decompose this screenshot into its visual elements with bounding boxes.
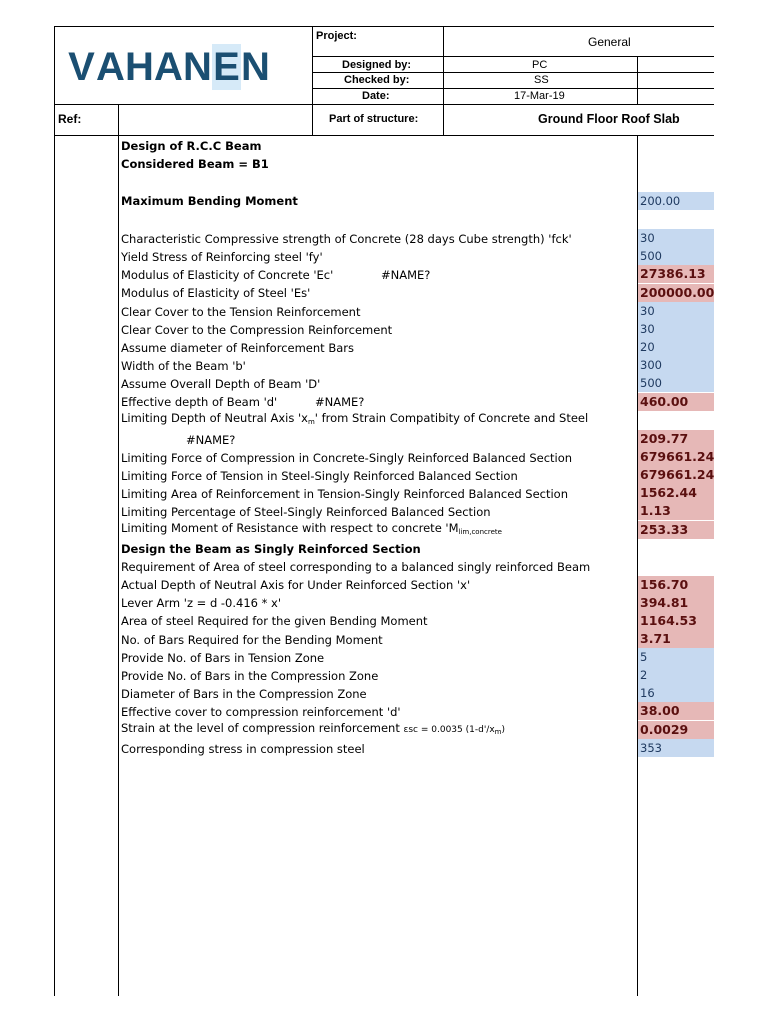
limit-percentage-label: Limiting Percentage of Steel-Singly Reinforced Balanced Section	[121, 505, 491, 519]
project-label: Project:	[316, 30, 357, 42]
overall-depth-label: Assume Overall Depth of Beam 'D'	[121, 377, 321, 391]
fck-value[interactable]: 30	[638, 229, 714, 247]
bar-diameter-label: Assume diameter of Reinforcement Bars	[121, 341, 354, 355]
compression-diameter-value[interactable]: 16	[638, 684, 714, 702]
ec-error: #NAME?	[381, 268, 431, 282]
part-of-structure-label: Part of structure:	[329, 113, 419, 125]
header-row-line-4	[54, 104, 714, 105]
logo-letter: A	[96, 45, 125, 89]
es-label: Modulus of Elasticity of Steel 'Es'	[121, 286, 311, 300]
lever-arm-label: Lever Arm 'z = d -0.416 * x'	[121, 596, 281, 610]
strain-label-text: Strain at the level of compression reinforcement	[121, 721, 400, 735]
limit-tension-label: Limiting Force of Tension in Steel-Singly Reinforced Balanced Section	[121, 469, 518, 483]
compression-diameter-label: Diameter of Bars in the Compression Zone	[121, 687, 367, 701]
strain-eq-b: )	[501, 725, 505, 735]
header-bottom-border	[54, 135, 714, 136]
xm-value: 209.77	[638, 430, 714, 448]
checked-by-value: SS	[534, 74, 549, 86]
xm-label	[121, 410, 588, 430]
ec-value: 27386.13	[638, 265, 714, 283]
steel-area-label: Area of steel Required for the given Bending Moment	[121, 614, 428, 628]
tension-bars-value[interactable]: 5	[638, 648, 714, 666]
compression-cover-value[interactable]: 30	[638, 320, 714, 338]
fck-label: Characteristic Compressive strength of Concrete (28 days Cube strength) 'fck'	[121, 232, 572, 246]
stress-value[interactable]: 353	[638, 739, 714, 757]
ec-label: Modulus of Elasticity of Concrete 'Ec'	[121, 268, 334, 282]
designed-by-label: Designed by:	[342, 59, 412, 71]
designed-by-value: PC	[532, 59, 548, 71]
left-border	[54, 26, 55, 996]
logo-letter: N	[241, 45, 270, 89]
mlim-value: 253.33	[638, 521, 714, 539]
header-row-line-3	[312, 88, 714, 89]
fy-value[interactable]: 500	[638, 247, 714, 265]
strain-eq-a: εsc = 0.0035 (1-d'/x	[403, 725, 495, 735]
limit-percentage-value: 1.13	[638, 502, 714, 520]
company-logo	[67, 42, 270, 92]
xm-label-a: Limiting Depth of Neutral Axis 'x	[121, 411, 308, 425]
limit-area-label: Limiting Area of Reinforcement in Tension-Singly Reinforced Balanced Section	[121, 487, 568, 501]
fy-label: Yield Stress of Reinforcing steel 'fy'	[121, 250, 323, 264]
limit-area-value: 1562.44	[638, 484, 714, 502]
strain-label	[121, 720, 505, 740]
logo-letter: H	[125, 45, 154, 89]
checked-by-label: Checked by:	[344, 74, 410, 86]
tension-bars-label: Provide No. of Bars in Tension Zone	[121, 651, 325, 665]
compression-bars-value[interactable]: 2	[638, 666, 714, 684]
ref-column-border	[118, 104, 119, 996]
header-top-border	[54, 26, 714, 27]
mlim-label	[121, 520, 502, 540]
tension-cover-label: Clear Cover to the Tension Reinforcement	[121, 305, 361, 319]
mlim-label-main: Limiting Moment of Resistance with respect to concrete 'M	[121, 521, 459, 535]
effective-depth-error: #NAME?	[315, 395, 365, 409]
date-value: 17-Mar-19	[514, 90, 565, 102]
es-value: 200000.00	[640, 285, 715, 300]
logo-letter: A	[154, 45, 183, 89]
strain-value: 0.0029	[638, 721, 714, 739]
mlim-sub: lim,concrete	[458, 528, 502, 536]
limit-compression-label: Limiting Force of Compression in Concrete-Singly Reinforced Balanced Section	[121, 451, 573, 465]
singly-section-title: Design the Beam as Singly Reinforced Section	[121, 542, 421, 556]
tension-cover-value[interactable]: 30	[638, 302, 714, 320]
project-value: General	[588, 35, 631, 49]
max-bending-moment-label: Maximum Bending Moment	[121, 194, 298, 208]
considered-beam: Considered Beam = B1	[121, 157, 269, 171]
part-of-structure-value: Ground Floor Roof Slab	[538, 112, 680, 126]
neutral-axis-value: 156.70	[638, 576, 714, 594]
effective-cover-label: Effective cover to compression reinforcement 'd'	[121, 705, 401, 719]
header-row-line-2	[312, 72, 714, 73]
overall-depth-value[interactable]: 500	[638, 374, 714, 392]
strain-eq-sub: m	[494, 728, 502, 736]
ref-label: Ref:	[58, 112, 82, 126]
compression-bars-label: Provide No. of Bars in the Compression Zone	[121, 669, 379, 683]
header-row-line-1	[312, 56, 714, 57]
header-divider-labels	[443, 26, 444, 136]
effective-depth-value: 460.00	[638, 393, 714, 411]
bars-required-value: 3.71	[638, 630, 714, 648]
strain-equation	[404, 725, 506, 735]
stress-label: Corresponding stress in compression steel	[121, 742, 365, 756]
lever-arm-value: 394.81	[638, 594, 714, 612]
effective-cover-value: 38.00	[638, 702, 714, 720]
neutral-axis-label: Actual Depth of Neutral Axis for Under Reinforced Section 'x'	[121, 578, 471, 592]
effective-depth-label: Effective depth of Beam 'd'	[121, 395, 278, 409]
design-title: Design of R.C.C Beam	[121, 139, 262, 153]
logo-letter: V	[68, 45, 95, 89]
max-bending-moment-value[interactable]: 200.00	[638, 192, 714, 210]
logo-letter: N	[183, 45, 212, 89]
bars-required-label: No. of Bars Required for the Bending Moment	[121, 633, 383, 647]
header-divider-extra	[637, 56, 638, 104]
singly-section-note: Requirement of Area of steel corresponding to a balanced singly reinforced Beam	[121, 560, 591, 574]
xm-sub: m	[307, 418, 315, 426]
logo-letter: E	[213, 45, 240, 89]
compression-cover-label: Clear Cover to the Compression Reinforcement	[121, 323, 393, 337]
beam-width-label: Width of the Beam 'b'	[121, 359, 246, 373]
xm-error: #NAME?	[186, 433, 236, 447]
limit-compression-value: 679661.24	[640, 449, 715, 464]
date-label: Date:	[362, 90, 390, 102]
xm-label-b: ' from Strain Compatibity of Concrete and Steel	[314, 411, 589, 425]
limit-tension-value: 679661.24	[640, 467, 715, 482]
beam-width-value[interactable]: 300	[638, 356, 714, 374]
steel-area-value: 1164.53	[638, 612, 714, 630]
header-divider-logo	[312, 26, 313, 136]
bar-diameter-value[interactable]: 20	[638, 338, 714, 356]
